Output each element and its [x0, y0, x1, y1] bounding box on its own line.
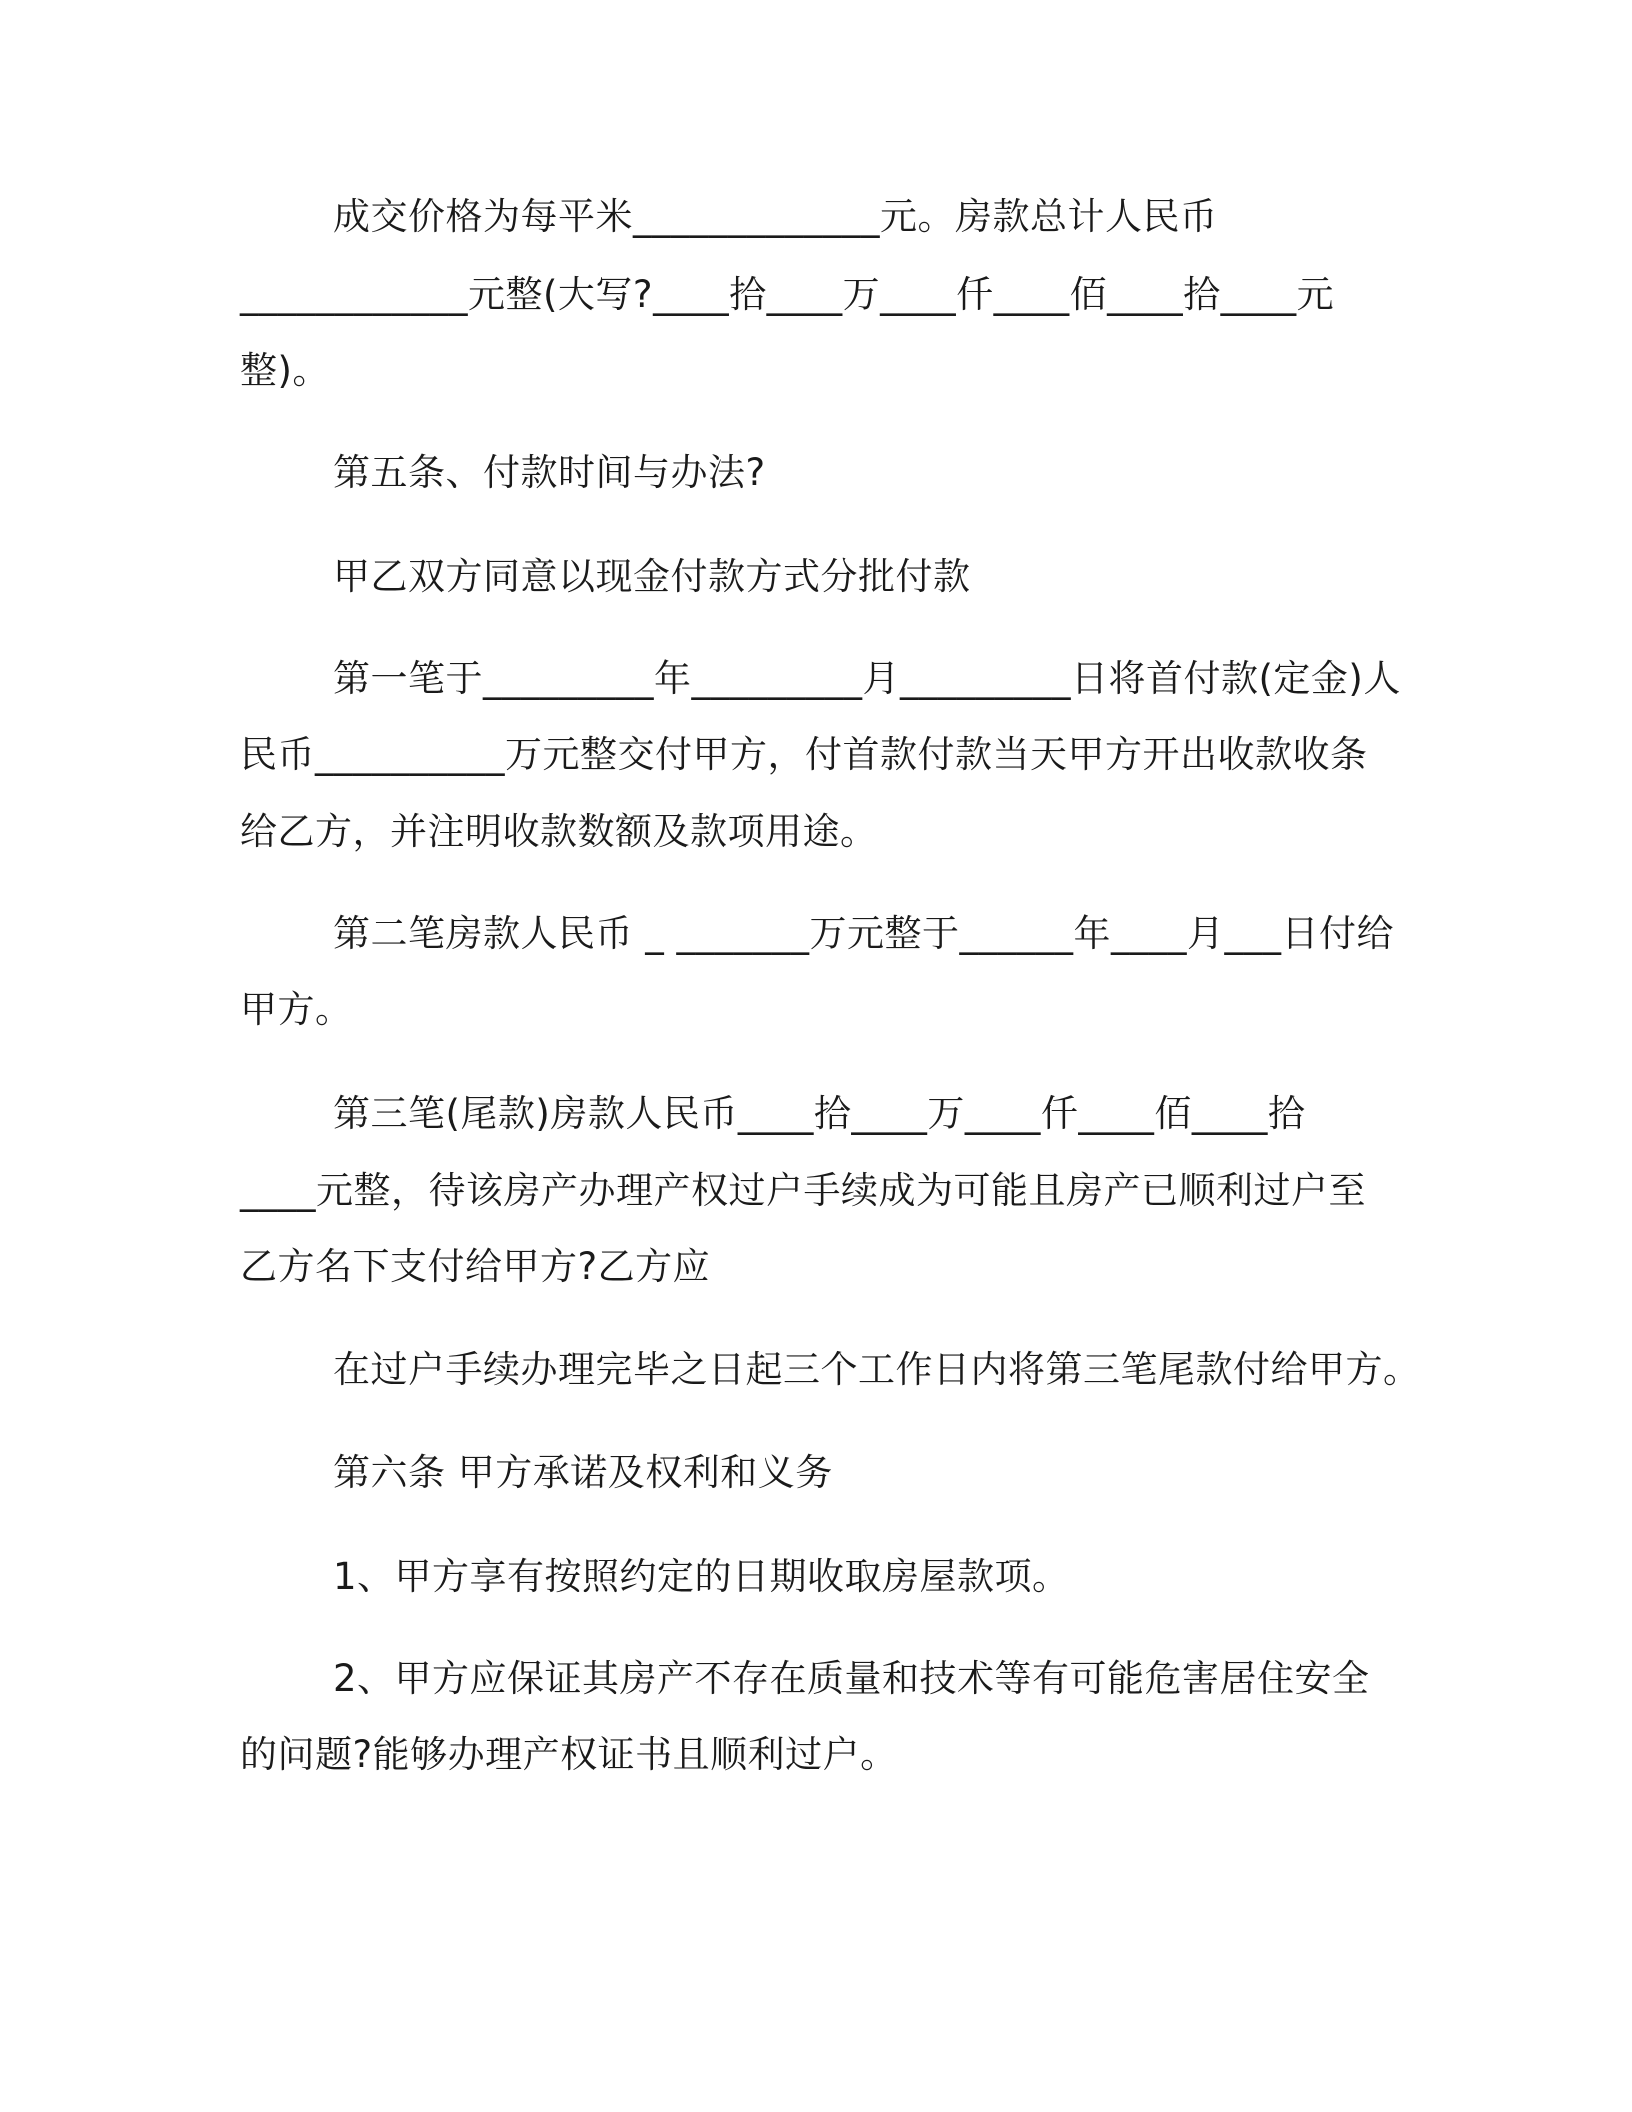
clause-2-line-2: 的问题?能够办理产权证书且顺利过户。: [240, 1733, 898, 1776]
first-payment-line-3: 给乙方，并注明收款数额及款项用途。: [240, 810, 878, 853]
second-payment-line-2: 甲方。: [240, 988, 353, 1031]
total-amount-end-line: 整)。: [240, 349, 330, 392]
first-payment-line-2: 民币__________万元整交付甲方，付首款付款当天甲方开出收款收条: [240, 733, 1368, 776]
article-5-heading: 第五条、付款时间与办法?: [333, 451, 766, 494]
total-amount-capital-line: ____________元整(大写?____拾____万____仟____佰____拾____元: [240, 273, 1335, 316]
third-payment-line-1: 第三笔(尾款)房款人民币____拾____万____仟____佰____拾: [333, 1092, 1306, 1135]
clause-2-line-1: 2、甲方应保证其房产不存在质量和技术等有可能危害居住安全: [333, 1657, 1370, 1700]
article-6-heading: 第六条 甲方承诺及权利和义务: [333, 1451, 833, 1494]
payment-method-paragraph: 甲乙双方同意以现金付款方式分批付款: [333, 555, 971, 598]
first-payment-line-1: 第一笔于_________年_________月_________日将首付款(定金)人: [333, 657, 1401, 700]
price-per-sqm-line: 成交价格为每平米_____________元。房款总计人民币: [333, 195, 1218, 238]
third-payment-line-3: 乙方名下支付给甲方?乙方应: [240, 1245, 711, 1288]
second-payment-line-1: 第二笔房款人民币 _ _______万元整于______年____月___日付给: [333, 912, 1395, 955]
third-payment-line-2: ____元整，待该房产办理产权过户手续成为可能且房产已顺利过户至: [240, 1169, 1366, 1212]
clause-1-paragraph: 1、甲方享有按照约定的日期收取房屋款项。: [333, 1555, 1070, 1598]
third-payment-deadline-paragraph: 在过户手续办理完毕之日起三个工作日内将第三笔尾款付给甲方。: [333, 1348, 1421, 1391]
